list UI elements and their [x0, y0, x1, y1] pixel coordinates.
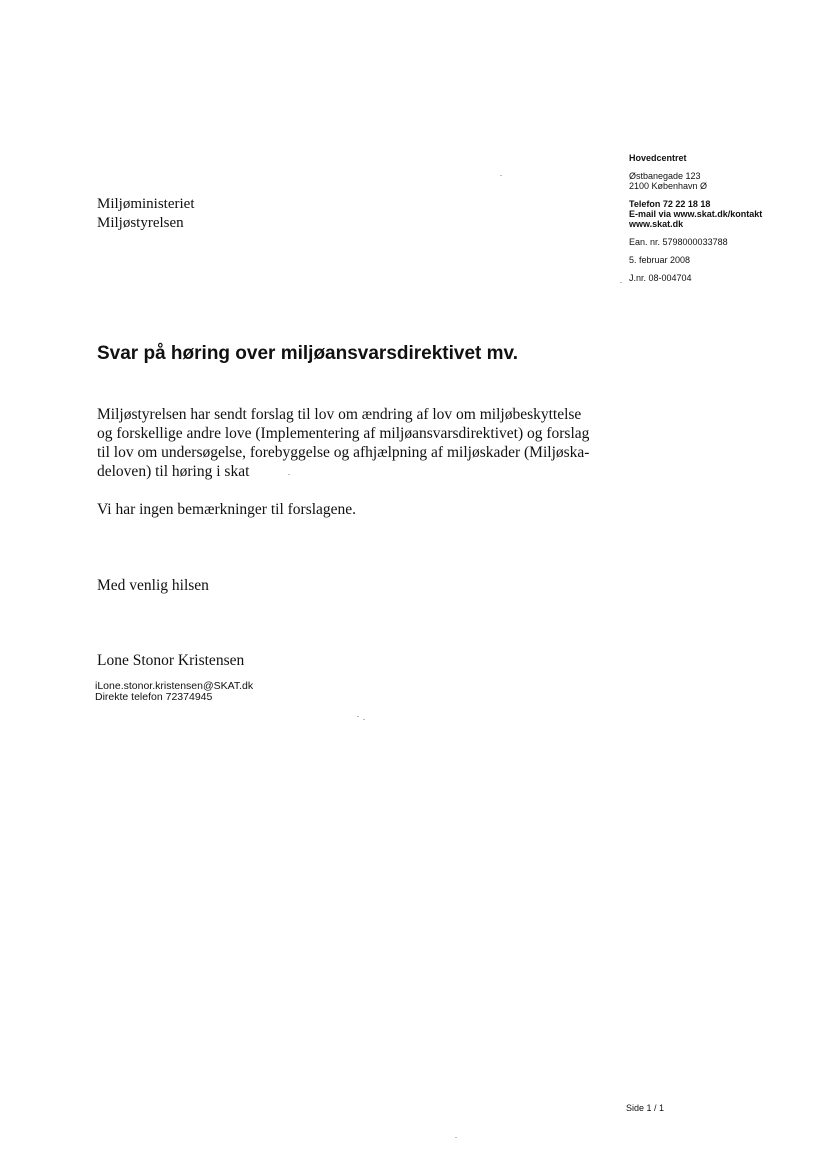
- sender-street: Østbanegade 123: [629, 171, 701, 181]
- body-line: Miljøstyrelsen har sendt forslag til lov om ændring af lov om miljøbeskyttelse: [97, 406, 582, 423]
- scan-speck: [288, 474, 290, 475]
- sender-name: Hovedcentret: [629, 153, 687, 163]
- sender-email: E-mail via www.skat.dk/kontakt: [629, 209, 763, 219]
- letter-heading: Svar på høring over miljøansvarsdirektivet mv.: [97, 343, 518, 364]
- recipient-address: [97, 195, 195, 233]
- scan-speck: [620, 282, 622, 283]
- signatory-email: iLone.stonor.kristensen@SKAT.dk: [95, 680, 254, 692]
- letter-date: 5. februar 2008: [629, 255, 691, 265]
- body-line: til lov om undersøgelse, forebyggelse og afhjælpning af miljøskader (Miljøska-: [97, 444, 590, 461]
- recipient-line-agency: Miljøstyrelsen: [97, 215, 184, 231]
- sender-web: www.skat.dk: [629, 219, 684, 229]
- sender-ean: Ean. nr. 5798000033788: [629, 237, 728, 247]
- signatory-contact: [95, 681, 253, 703]
- scan-speck: [455, 1137, 457, 1138]
- closing-salutation: Med venlig hilsen: [97, 577, 209, 594]
- body-line: deloven) til høring i skat: [97, 463, 250, 480]
- body-paragraph-2: Vi har ingen bemærkninger til forslagene.: [97, 501, 357, 518]
- body-paragraph-1: [97, 405, 617, 481]
- body-line: og forskellige andre love (Implementering af miljøansvarsdirektivet) og forslag: [97, 425, 590, 442]
- journal-number: J.nr. 08-004704: [629, 273, 692, 283]
- signatory-name: Lone Stonor Kristensen: [97, 652, 245, 669]
- signatory-phone: Direkte telefon 72374945: [95, 691, 213, 703]
- page-number: Side 1 / 1: [626, 1103, 665, 1113]
- sender-phone: Telefon 72 22 18 18: [629, 199, 711, 209]
- scan-speck: [363, 719, 365, 720]
- recipient-line-ministry: Miljøministeriet: [97, 196, 195, 212]
- scan-speck: [357, 716, 359, 717]
- sender-city: 2100 København Ø: [629, 181, 708, 191]
- scan-speck: [500, 175, 502, 176]
- sender-block: [629, 153, 762, 283]
